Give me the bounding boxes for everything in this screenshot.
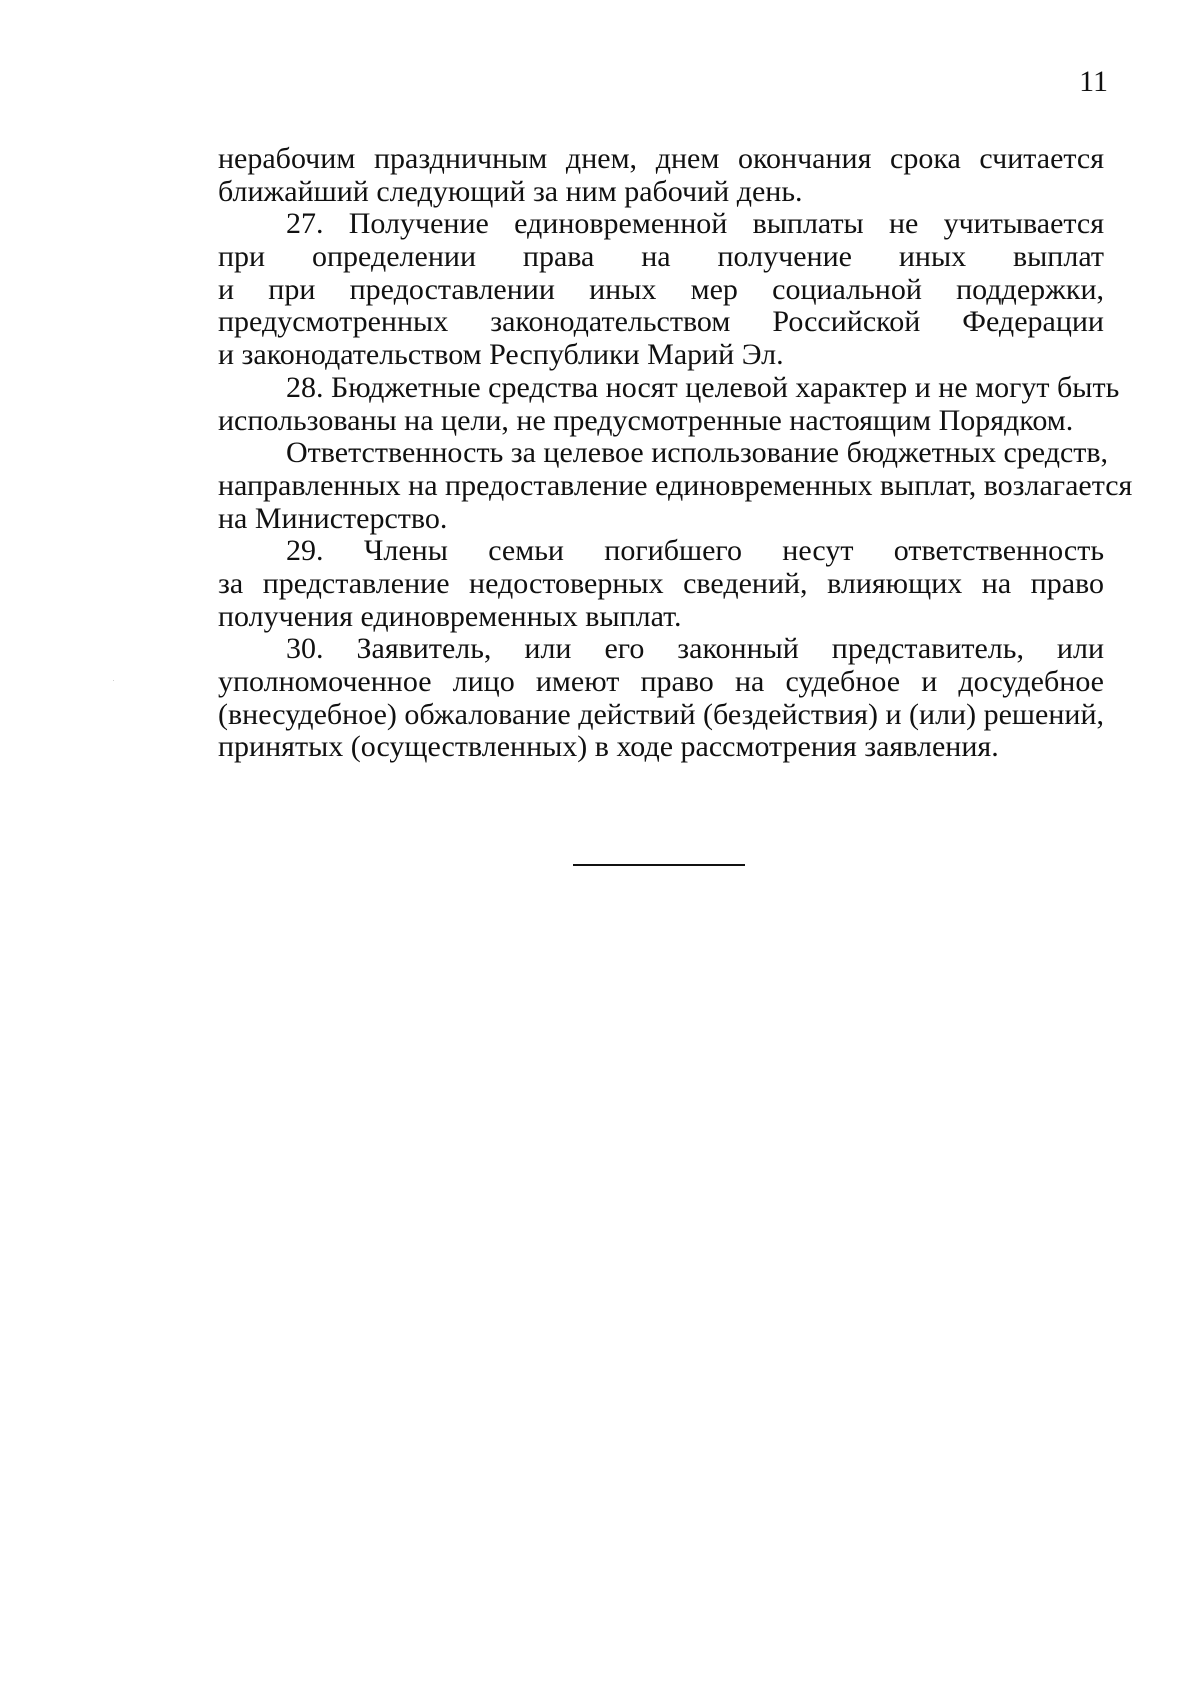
text-line: направленных на предоставление единовременных выплат, возлагается [218, 468, 1133, 502]
text-line: получения единовременных выплат. [218, 599, 682, 633]
text-line: 28. Бюджетные средства носят целевой характер и не могут быть [286, 370, 1120, 404]
document-body [218, 142, 1133, 764]
text-line: на Министерство. [218, 501, 448, 535]
text-line: и законодательством Республики Марий Эл. [218, 338, 784, 372]
text-line: Ответственность за целевое использование бюджетных средств, [286, 436, 1109, 470]
text-line: уполномоченное лицо имеют право на судебное и досудебное [218, 665, 1104, 698]
text-line: предусмотренных законодательством Российской Федерации [218, 305, 1104, 339]
text-line: 30. Заявитель, или его законный представитель, или [286, 632, 1104, 666]
text-line: использованы на цели, не предусмотренные настоящим Порядком. [218, 403, 1074, 437]
text-line: нерабочим праздничным днем, днем окончания срока считается [218, 142, 1104, 175]
text-line: (внесудебное) обжалование действий (бездействия) и (или) решений, [218, 697, 1104, 731]
text-line: 29. Члены семьи погибшего несут ответственность [286, 534, 1104, 568]
text-line: при определении права на получение иных выплат [218, 240, 1104, 274]
text-line: и при предоставлении иных мер социальной поддержки, [218, 272, 1104, 306]
text-line: принятых (осуществленных) в ходе рассмотрения заявления. [218, 730, 999, 764]
end-of-document-rule [573, 864, 745, 866]
text-line: за представление недостоверных сведений, влияющих на право [218, 566, 1104, 600]
text-line: 27. Получение единовременной выплаты не учитывается [286, 207, 1104, 241]
scan-artifact-dot [113, 680, 114, 681]
page-number: 11 [1079, 65, 1108, 98]
text-line: ближайший следующий за ним рабочий день. [218, 174, 803, 208]
